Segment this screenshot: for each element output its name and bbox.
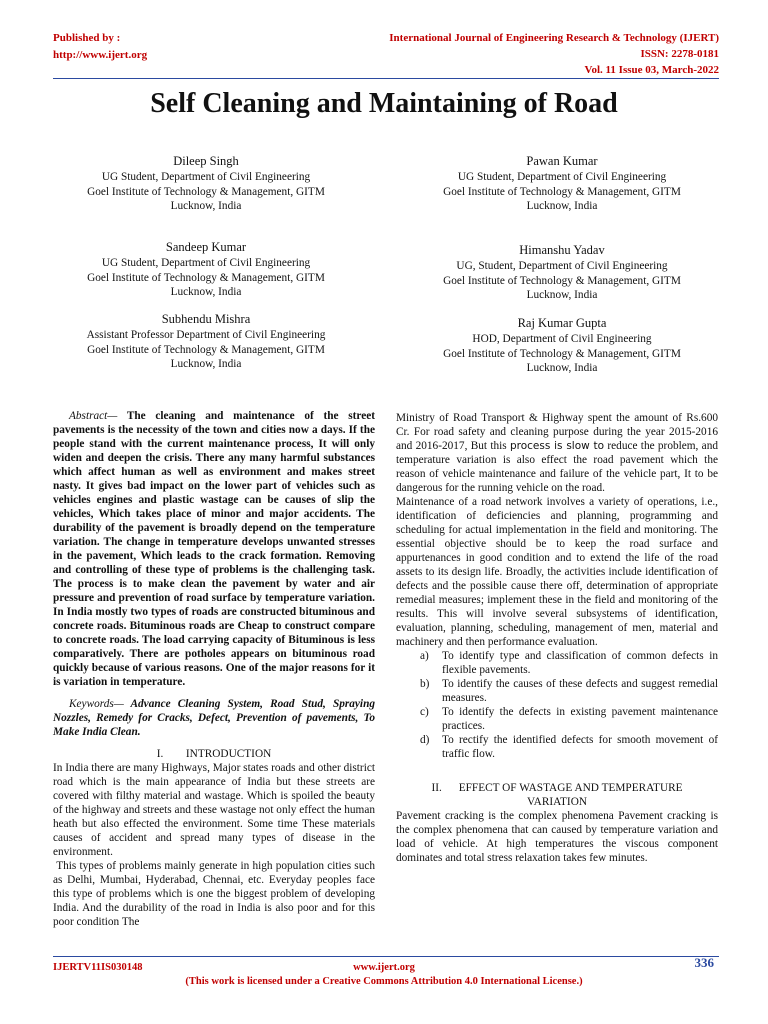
paper-id: IJERTV11IS030148	[53, 962, 143, 973]
section-heading-effect: II. EFFECT OF WASTAGE AND TEMPERATURE VARIATION	[431, 782, 686, 808]
author-location: Lucknow, India	[526, 362, 598, 374]
author-location: Lucknow, India	[170, 200, 242, 212]
header-left	[53, 30, 147, 64]
abstract	[53, 409, 375, 689]
section-heading-introduction: I. INTRODUCTION	[156, 748, 272, 760]
author-dept: HOD, Department of Civil Engineering	[472, 333, 652, 345]
author-name: Raj Kumar Gupta	[517, 316, 607, 330]
author-block	[412, 153, 712, 214]
footer-url[interactable]: www.ijert.org	[353, 962, 415, 973]
author-dept: UG Student, Department of Civil Engineering	[101, 257, 311, 269]
keywords	[53, 697, 375, 739]
paragraph: In India there are many Highways, Major states roads and other district road which is the main appearance of India but these streets are covered with filthy material and wastage. Which is spoiled the beauty of the highway and streets and these wastage not only effect the human heath but also effected the environment. Some time These materials causes of accident and spread many types of disease in the environment.	[53, 762, 375, 858]
author-name: Pawan Kumar	[526, 154, 598, 168]
paragraph-text-sans: process is slow to	[509, 440, 605, 452]
list-marker: b)	[420, 678, 430, 690]
author-dept: Assistant Professor Department of Civil Engineering	[86, 329, 326, 341]
right-column	[396, 411, 718, 865]
author-name: Subhendu Mishra	[161, 312, 251, 326]
author-name: Sandeep Kumar	[165, 240, 247, 254]
list-marker: d)	[420, 734, 430, 746]
author-institute: Goel Institute of Technology & Management, GITM	[87, 271, 325, 284]
paragraph: Pavement cracking is the complex phenomena Pavement cracking is the complex phenomena that can caused by temperature variation and load of vehicle. At high temperatures the viscous component dominates and total stress relaxation takes few minutes.	[396, 810, 718, 864]
paragraph: This types of problems mainly generate in high population cities such as Delhi, Mumbai, Hyderabad, Chennai, etc. Everyday peoples face this type of problems which is one the biggest problem of developing India. And the durability of the road in India is also poor and for this poor condition The	[53, 860, 378, 928]
author-block	[56, 153, 356, 214]
author-institute: Goel Institute of Technology & Management, GITM	[87, 185, 325, 198]
journal-name: International Journal of Engineering Research & Technology (IJERT)	[389, 32, 719, 44]
left-column	[53, 409, 378, 929]
author-location: Lucknow, India	[170, 358, 242, 370]
paragraph-text: Ministry of Road Transport & Highway spent the amount of Rs.600 Cr. For road safety and cleaning purpose during the year 2015-2016 and 2016-2017, But this	[396, 412, 718, 452]
list-marker: c)	[420, 706, 429, 718]
author-location: Lucknow, India	[170, 286, 242, 298]
list-marker: a)	[420, 650, 429, 662]
list-item-text: To rectify the identified defects for smooth movement of traffic flow.	[442, 734, 718, 760]
author-block	[56, 239, 356, 300]
author-dept: UG Student, Department of Civil Engineering	[457, 171, 667, 183]
issn: ISSN: 2278-0181	[640, 48, 719, 60]
keywords-text: Advance Cleaning System, Road Stud, Spraying Nozzles, Remedy for Cracks, Defect, Prevention of pavements, To Make India Clean.	[53, 698, 375, 738]
author-location: Lucknow, India	[526, 289, 598, 301]
volume-issue: Vol. 11 Issue 03, March-2022	[584, 64, 719, 76]
page-number: 336	[694, 955, 714, 970]
author-institute: Goel Institute of Technology & Management, GITM	[443, 185, 681, 198]
paragraph-text: reduce the problem, and temperature variation is also effect the road pavement which the reason of vehicle maintenance and failure of the vehicle part, It to be dangerous for the running vehicle on the road.	[396, 440, 718, 494]
header-right	[389, 30, 719, 78]
author-dept: UG, Student, Department of Civil Engineering	[456, 260, 668, 272]
paper-title: Self Cleaning and Maintaining of Road	[150, 88, 618, 119]
author-institute: Goel Institute of Technology & Management, GITM	[443, 274, 681, 287]
journal-url[interactable]: http://www.ijert.org	[53, 49, 148, 61]
list-item	[420, 677, 718, 705]
list-item	[420, 733, 718, 761]
paragraph	[396, 411, 718, 495]
abstract-text: The cleaning and maintenance of the street pavements is the necessity of the town and cities now a days. If the people stand with the current maintenance process, It will only widen and deepen the crisis. There any many harmful substances which affect human as well as environment and makes street nasty. It gives bad impact on the lower part of vehicles such as vehicles engines and plastic wastage can be causes of slip the vehicles, Which takes place of minor and major accidents. The durability of the pavement is broadly depend on the temperature variation. The change in temperature develops unwanted stresses in the pavement, Which leads to the crack formation. Removing and controlling of these type of problems is the challenging task. The process is to make clean the pavement by water and air pressure and prevention of road surface by temperature variation. In India mostly two types of roads are constructed bituminous and concrete roads. Bituminous roads are Cheap to construct compare to concrete roads. The load carrying capacity of Bituminous is less comparatively. There are potholes appears on bituminous road quickly because of various reasons. One of the major reasons for it is variation in temperature.	[53, 410, 375, 688]
list-item	[420, 705, 718, 733]
footer-divider	[53, 956, 719, 957]
abstract-label: Abstract—	[69, 410, 118, 422]
published-by: Published by :	[53, 32, 121, 44]
author-institute: Goel Institute of Technology & Management, GITM	[87, 343, 325, 356]
author-block	[412, 242, 712, 303]
author-location: Lucknow, India	[526, 200, 598, 212]
list-item	[420, 649, 718, 677]
author-name: Himanshu Yadav	[519, 243, 605, 257]
list-item-text: To identify the causes of these defects and suggest remedial measures.	[442, 678, 718, 704]
list-item-text: To identify the defects in existing pavement maintenance practices.	[442, 706, 718, 732]
author-name: Dileep Singh	[173, 154, 239, 168]
author-institute: Goel Institute of Technology & Management, GITM	[443, 347, 681, 360]
author-block	[56, 311, 356, 372]
paragraph: Maintenance of a road network involves a variety of operations, i.e., identification of deficiencies and planning, programming and scheduling for actual implementation in the field and monitoring. The essential objective should be to keep the road surface and appurtenances in good condition and to extend the life of the road assets to its design life. Broadly, the activities include identification of defects and the possible cause there off, determination of appropriate remedial measures; implement these in the field and monitoring of the results. This will involve several subsystems of identification, evaluation, planning, scheduling, management of men, material and machinery and then performance evaluation.	[396, 496, 718, 648]
author-dept: UG Student, Department of Civil Engineering	[101, 171, 311, 183]
author-block	[412, 315, 712, 376]
list-item-text: To identify type and classification of common defects in flexible pavements.	[442, 650, 718, 676]
license-notice: (This work is licensed under a Creative Commons Attribution 4.0 International License.)	[185, 976, 583, 987]
header-divider	[53, 78, 719, 79]
keywords-label: Keywords—	[69, 698, 124, 710]
objectives-list	[420, 649, 718, 761]
